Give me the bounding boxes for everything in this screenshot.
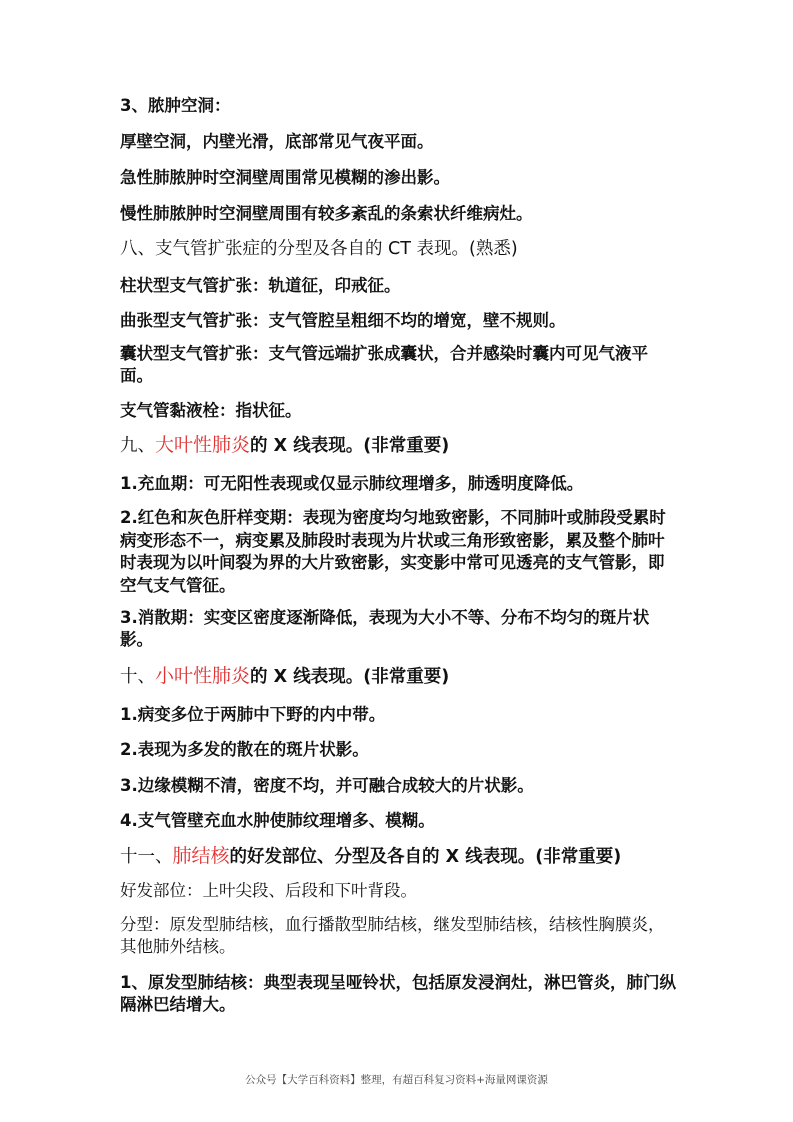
heading-number: 十、 [120, 667, 155, 687]
highlight-term: 大叶性肺炎 [155, 434, 251, 456]
heading-number: 十一、 [120, 847, 173, 867]
paragraph-hepatization-stage: 2.红色和灰色肝样变期：表现为密度均匀地致密影，不同肺叶或肺段受累时病变形态不一，病变累及肺段时表现为片状或三角形致密影，累及整个肺叶时表现为以叶间裂为界的大片致密影，实变影中常可见透亮的支气管影，即空气支气管征。 [120, 508, 666, 595]
section-heading-lobular-pneumonia [120, 665, 680, 688]
paragraph-lobular-4: 4.支气管壁充血水肿使肺纹理增多、模糊。 [120, 811, 435, 830]
heading-rest: 的 X 线表现。(非常重要) [250, 667, 450, 687]
highlight-term: 肺结核 [172, 845, 230, 867]
section-heading-tuberculosis [120, 845, 680, 868]
paragraph-lobular-2: 2.表现为多发的散在的斑片状影。 [120, 740, 369, 759]
section-heading-lobar-pneumonia [120, 434, 680, 457]
heading-rest: 的好发部位、分型及各自的 X 线表现。(非常重要) [229, 847, 622, 867]
paragraph-congestion-stage: 1.充血期：可无阳性表现或仅显示肺纹理增多，肺透明度降低。 [120, 474, 584, 493]
paragraph-acute-abscess: 急性肺脓肿时空洞壁周围常见模糊的渗出影。 [120, 168, 450, 187]
paragraph-lobular-1: 1.病变多位于两肺中下野的内中带。 [120, 705, 386, 724]
paragraph-lobular-3: 3.边缘模糊不清，密度不均，并可融合成较大的片状影。 [120, 776, 534, 795]
paragraph-predilection-sites: 好发部位：上叶尖段、后段和下叶背段。 [120, 881, 417, 900]
section-heading-bronchiectasis: 八、支气管扩张症的分型及各自的 CT 表现。(熟悉) [120, 239, 518, 259]
paragraph-varicose-type: 曲张型支气管扩张：支气管腔呈粗细不均的增宽，壁不规则。 [120, 311, 566, 330]
paragraph-classification: 分型：原发型肺结核，血行播散型肺结核，继发型肺结核，结核性胸膜炎，其他肺外结核。 [120, 915, 665, 956]
paragraph-chronic-abscess: 慢性肺脓肿时空洞壁周围有较多紊乱的条索状纤维病灶。 [120, 204, 533, 223]
paragraph-abscess-cavity-heading: 3、脓肿空洞： [120, 96, 231, 115]
paragraph-cylindrical-type: 柱状型支气管扩张：轨道征，印戒征。 [120, 276, 401, 295]
paragraph-mucus-plug: 支气管黏液栓：指状征。 [120, 401, 302, 420]
heading-rest: 的 X 线表现。(非常重要) [250, 436, 450, 456]
heading-number: 九、 [120, 436, 155, 456]
paragraph-primary-tb: 1、原发型肺结核：典型表现呈哑铃状，包括原发浸润灶，淋巴管炎，肺门纵隔淋巴结增大。 [120, 973, 676, 1014]
highlight-term: 小叶性肺炎 [155, 665, 251, 687]
paragraph-resolution-stage: 3.消散期：实变区密度逐渐降低，表现为大小不等、分布不均匀的斑片状影。 [120, 608, 650, 649]
paragraph-thick-wall-cavity: 厚壁空洞，内壁光滑，底部常见气夜平面。 [120, 132, 434, 151]
footer-note: 公众号【大学百科资料】整理，有超百科复习资料+海量网课资源 [245, 1074, 548, 1086]
paragraph-cystic-type: 囊状型支气管扩张：支气管远端扩张成囊状，合并感染时囊内可见气液平面。 [120, 344, 648, 385]
